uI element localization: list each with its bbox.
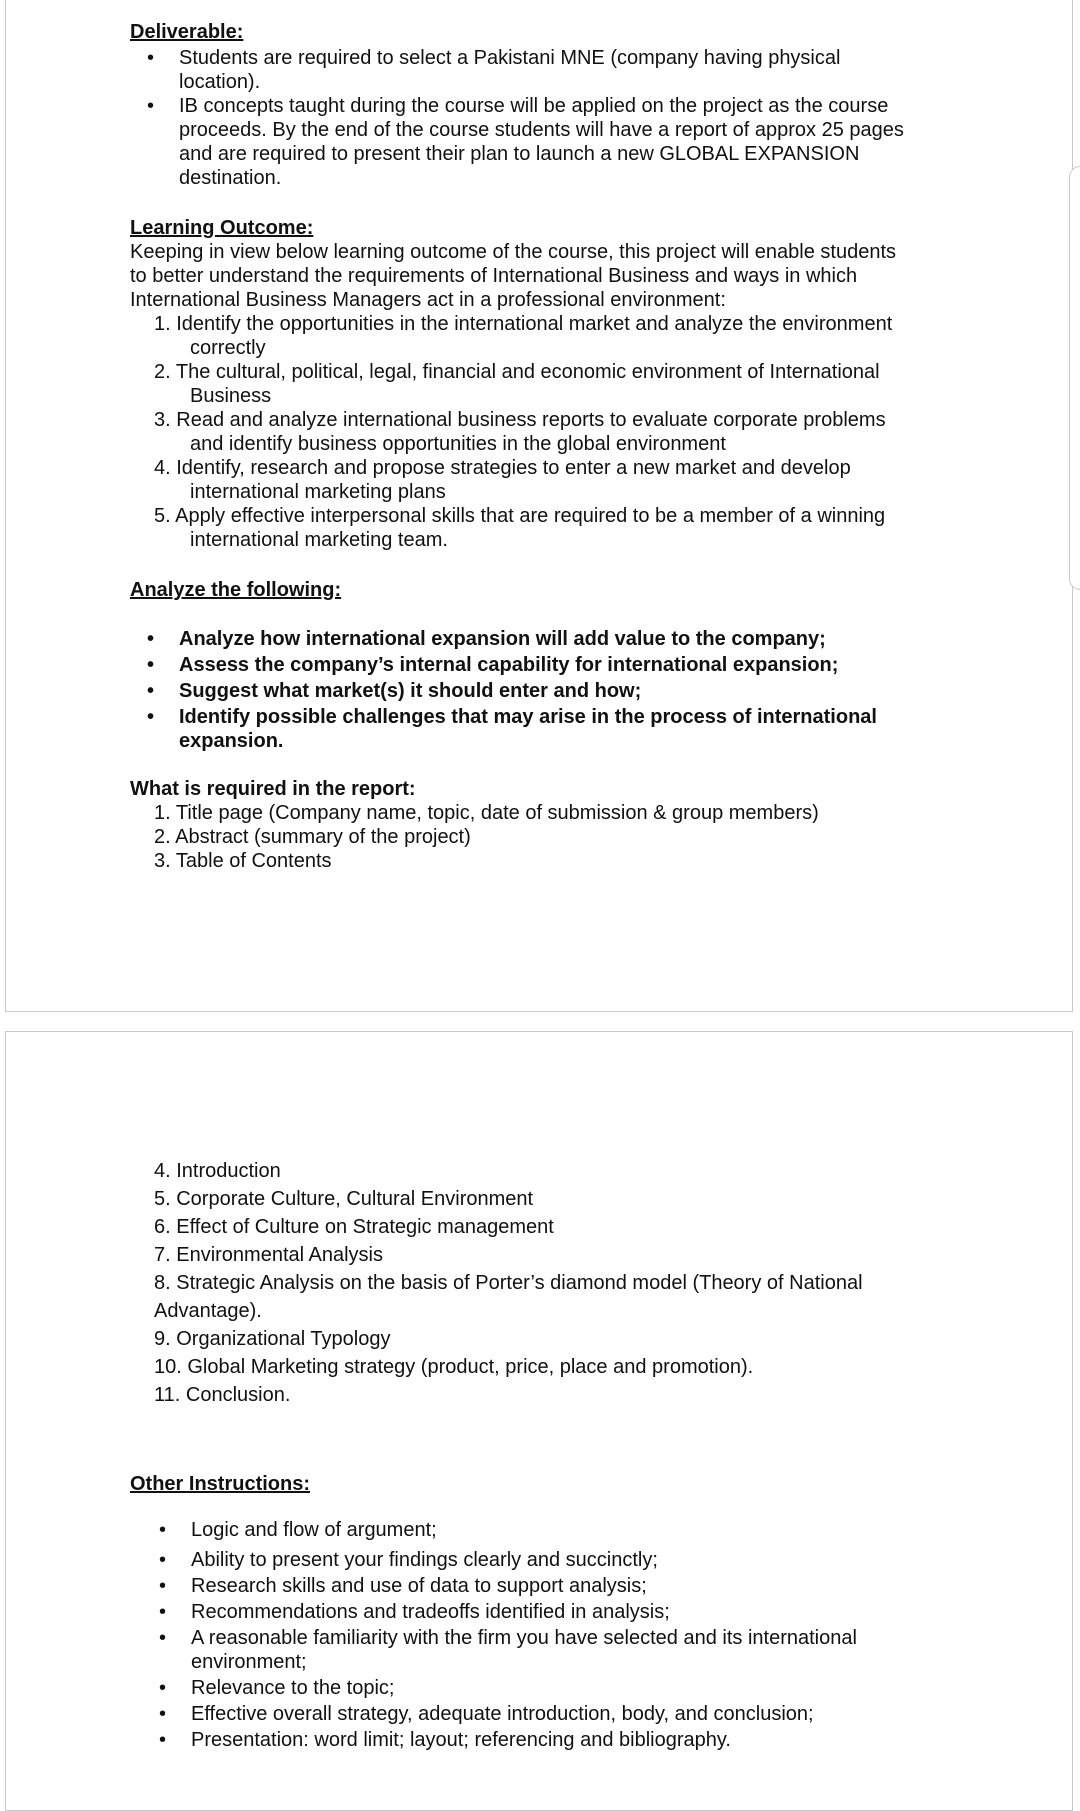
list-item: 4. Identify, research and propose strategies to enter a new market and develop international marketing plans: [154, 457, 851, 503]
scroll-edge-handle[interactable]: [1069, 166, 1080, 590]
other-instructions-heading: Other Instructions:: [130, 1473, 311, 1495]
list-item: 8. Strategic Analysis on the basis of Porter’s diamond model (Theory of National: [154, 1272, 863, 1294]
analyze-heading: Analyze the following:: [130, 579, 342, 601]
list-item: 9. Organizational Typology: [154, 1328, 391, 1350]
list-item: 5. Corporate Culture, Cultural Environment: [154, 1188, 534, 1210]
list-item: • Effective overall strategy, adequate introduction, body, and conclusion;: [142, 1702, 1022, 1726]
list-item: • Logic and flow of argument;: [142, 1518, 1022, 1542]
list-item: 7. Environmental Analysis: [154, 1244, 384, 1266]
list-item: • Students are required to select a Pakistani MNE (company having physical location).: [130, 46, 990, 94]
list-item: • Analyze how international expansion will add value to the company;: [130, 627, 1010, 651]
list-item: • Presentation: word limit; layout; referencing and bibliography.: [142, 1728, 1022, 1752]
list-item: • Suggest what market(s) it should enter and how;: [130, 679, 1010, 703]
list-item: • Recommendations and tradeoffs identified in analysis;: [142, 1600, 1022, 1624]
report-heading: What is required in the report:: [130, 778, 416, 800]
list-item: • Assess the company’s internal capability for international expansion;: [130, 653, 1010, 677]
report-list-page2: [154, 1157, 1034, 1409]
learning-outcome-heading: Learning Outcome:: [130, 217, 314, 239]
list-item: Advantage).: [154, 1300, 262, 1322]
list-item: • Identify possible challenges that may arise in the process of international expansion.: [130, 705, 1010, 753]
list-item: 5. Apply effective interpersonal skills that are required to be a member of a winning international marketing team.: [154, 505, 886, 551]
list-item: 4. Introduction: [154, 1160, 281, 1182]
list-item: • A reasonable familiarity with the firm you have selected and its international environment;: [142, 1626, 1022, 1674]
report-list-page1: [154, 801, 1034, 873]
list-item: 3. Table of Contents: [154, 850, 332, 872]
deliverable-list: [130, 46, 990, 190]
learning-outcome-intro: Keeping in view below learning outcome of the course, this project will enable students to better understand the requirements of International Business and ways in which International Business Managers act in a professional environment:: [130, 241, 896, 311]
other-instructions-list: [142, 1518, 1022, 1752]
list-item: • Research skills and use of data to support analysis;: [142, 1574, 1022, 1598]
list-item: 2. The cultural, political, legal, financial and economic environment of International Business: [154, 361, 880, 407]
analyze-list: [130, 627, 1010, 755]
list-item: • Relevance to the topic;: [142, 1676, 1022, 1700]
list-item: 1. Title page (Company name, topic, date of submission & group members): [154, 802, 819, 824]
list-item: • IB concepts taught during the course will be applied on the project as the course proceeds. By the end of the course students will have a report of approx 25 pages and are required to present their plan to launch a new GLOBAL EXPANSION destination.: [130, 94, 990, 190]
deliverable-heading: Deliverable:: [130, 21, 244, 43]
learning-outcome-list: [154, 312, 1034, 552]
list-item: • Ability to present your findings clearly and succinctly;: [142, 1548, 1022, 1572]
list-item: 2. Abstract (summary of the project): [154, 826, 471, 848]
list-item: 6. Effect of Culture on Strategic management: [154, 1216, 554, 1238]
list-item: 11. Conclusion.: [154, 1384, 291, 1406]
list-item: 1. Identify the opportunities in the international market and analyze the environment correctly: [154, 313, 893, 359]
list-item: 10. Global Marketing strategy (product, price, place and promotion).: [154, 1356, 754, 1378]
list-item: 3. Read and analyze international business reports to evaluate corporate problems and identify business opportunities in the global environment: [154, 409, 886, 455]
